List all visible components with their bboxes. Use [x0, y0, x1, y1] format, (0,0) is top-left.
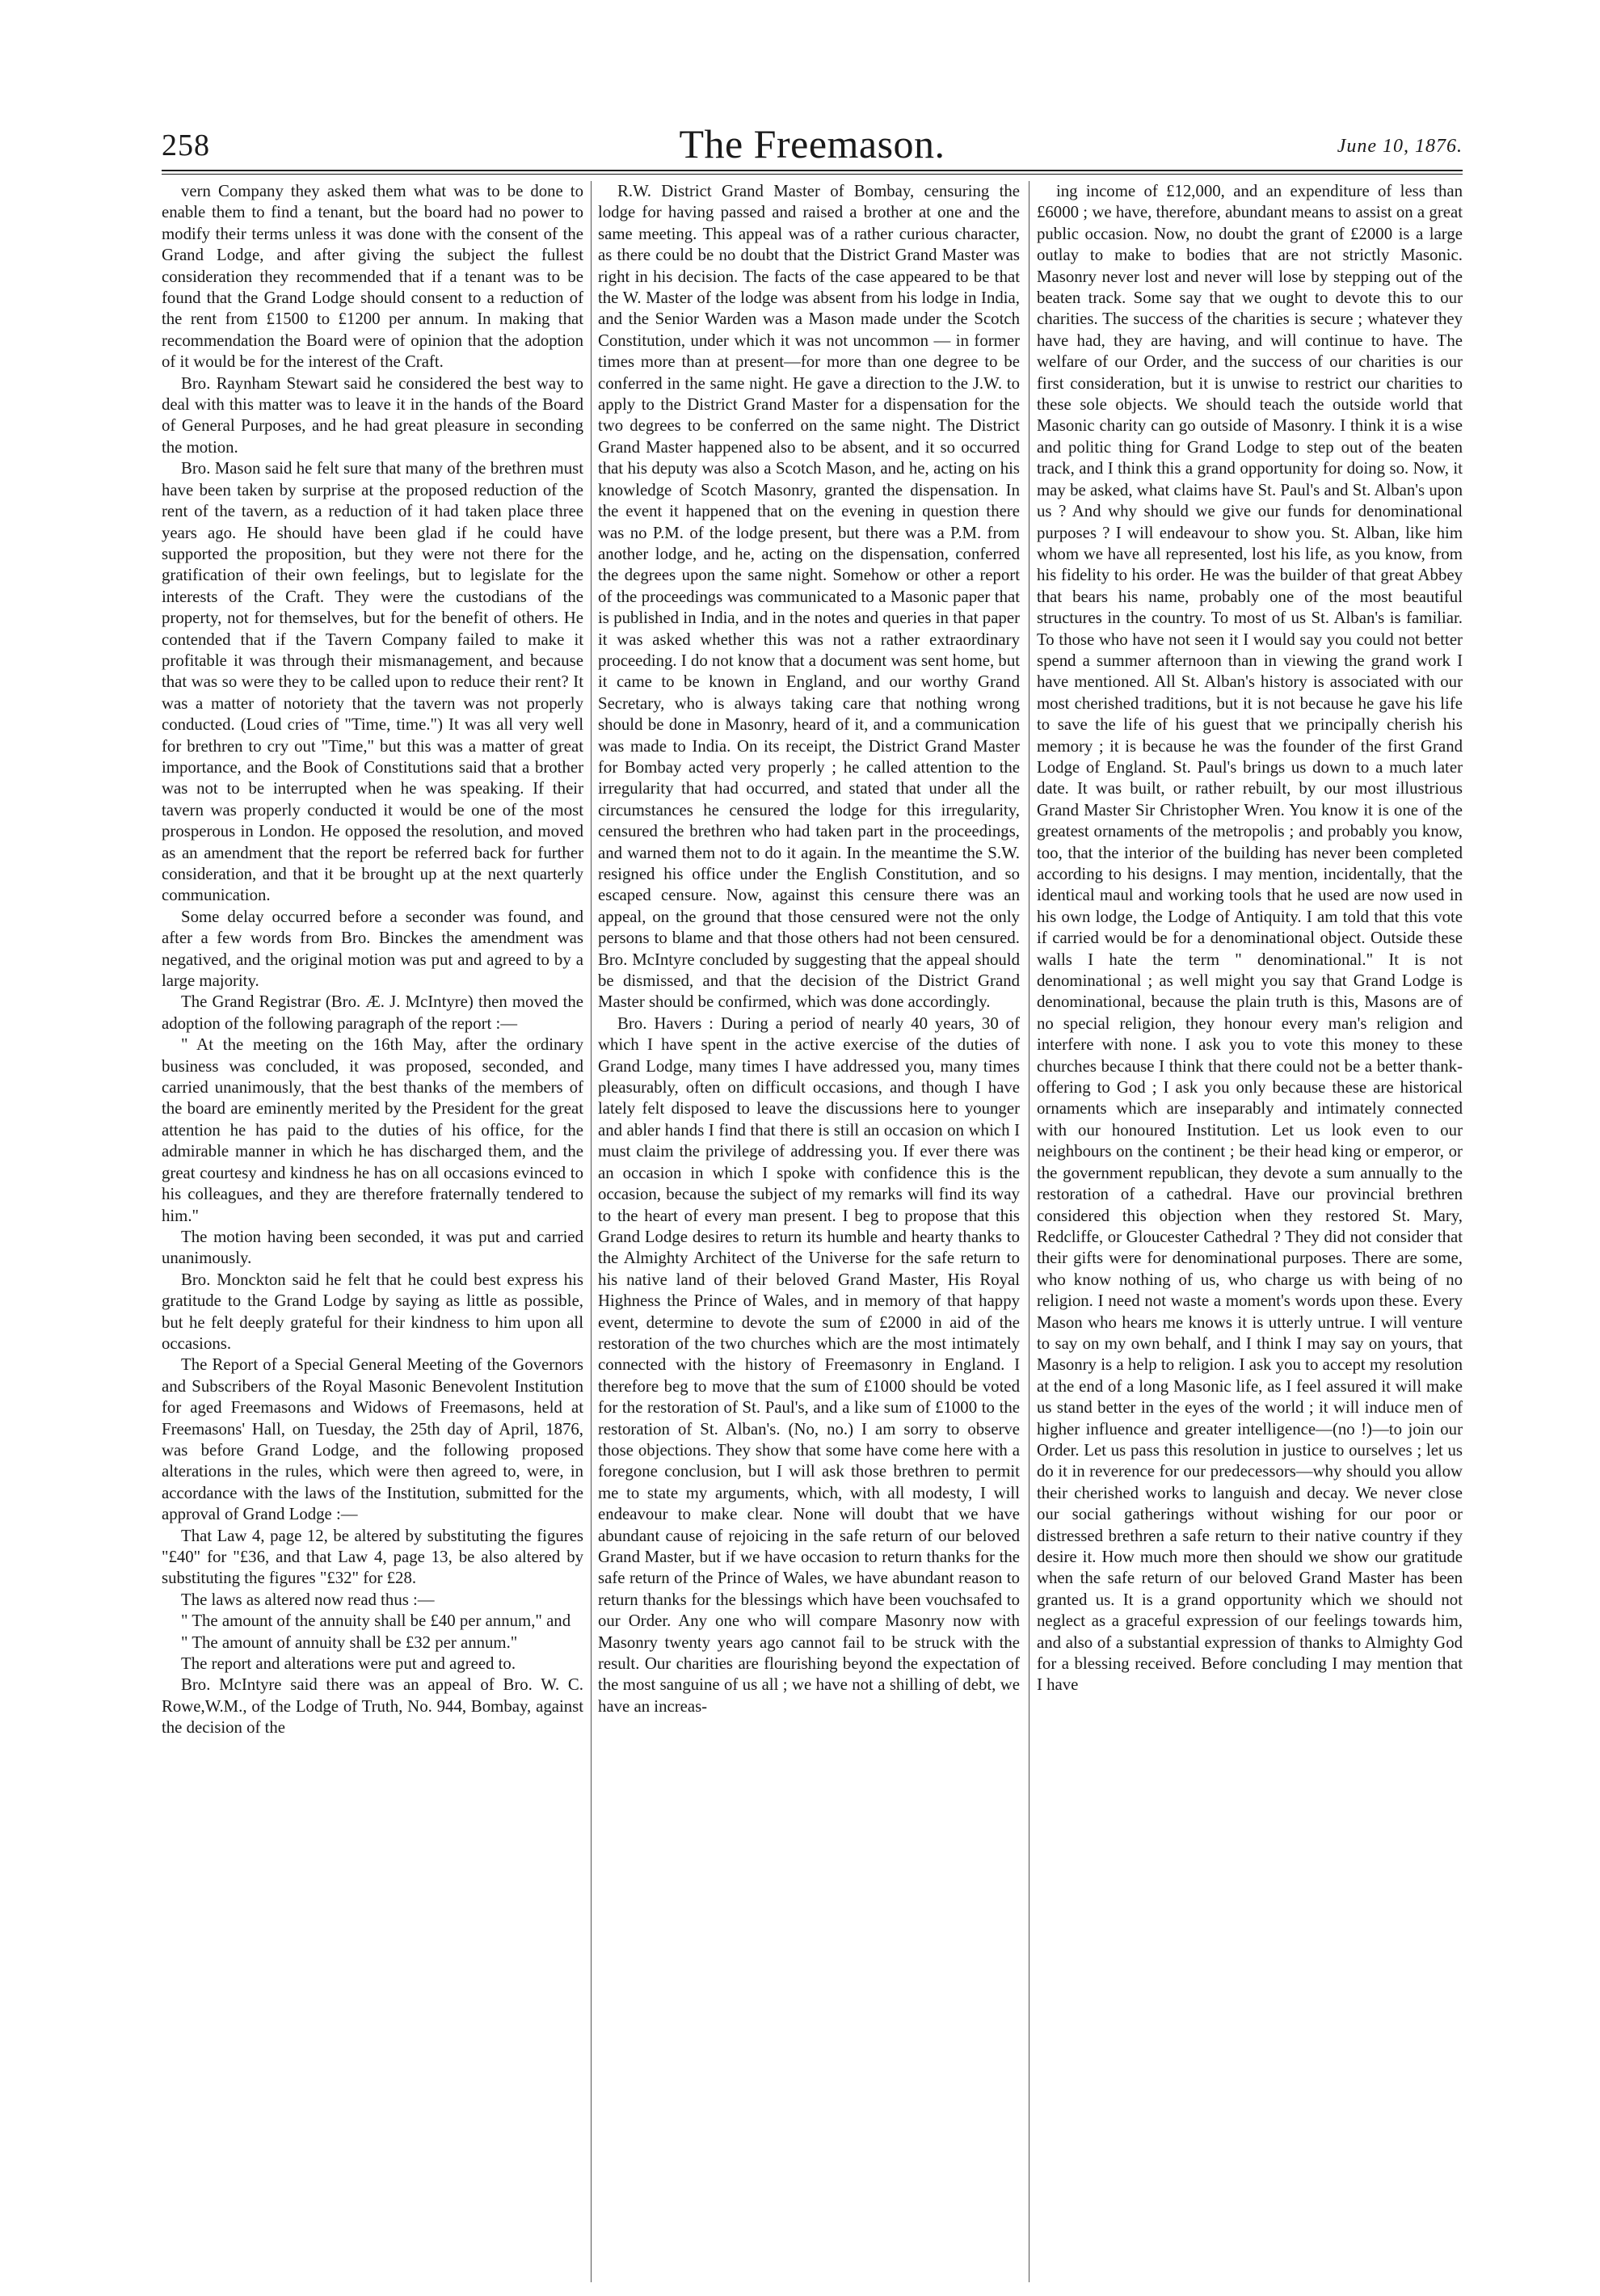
- masthead-rule-thin: [162, 174, 1463, 175]
- article-column-1: [162, 181, 583, 2282]
- paragraph: ing income of £12,000, and an expenditure of less than £6000 ; we have, therefore, abundant means to assist on a great public occasion. Now, no doubt the grant of £2000 is a large outlay to make to bodies that are not strictly Masonic. Masonry never lost and never will lose by stepping out of the beaten track. Some say that we ought to devote this to our charities. The success of the charities is secure ; whatever they have had, they are having, and will continue to have. The welfare of our Order, and the success of our charities is our first consideration, but it is unwise to restrict our charities to these sole objects. We should teach the outside world that Masonic charity can go outside of Masonry. I think it is a wise and politic thing for Grand Lodge to step out of the beaten track, and I think this a grand opportunity for doing so. Now, it may be asked, what claims have St. Paul's and St. Alban's upon us ? And why should we give our funds for denominational purposes ? I will endeavour to show you. St. Alban, like him whom we have all represented, lost his life, as you know, from his fidelity to his order. He was the builder of that great Abbey that bears his name, probably one of the most beautiful structures in the country. To most of us St. Alban's is familiar. To those who have not seen it I would say you could not better spend a summer afternoon than in viewing the grand work I have mentioned. All St. Alban's history is associated with our most cherished traditions, but it is not because he gave his life to save the life of his guest that we principally cherish his memory ; it is because he was the founder of the first Grand Lodge of England. St. Paul's brings us down to a much later date. It was built, or rather rebuilt, by our most illustrious Grand Master Sir Christopher Wren. You know it is one of the greatest ornaments of the metropolis ; and probably you know, too, that the interior of the building has never been completed according to his designs. I may mention, incidentally, that the identical maul and working tools that he used are now used in his own lodge, the Lodge of Antiquity. I am told that this vote if carried would be for a denominational object. Outside these walls I hate the term " denominational." It is not denominational ; as well might you say that Grand Lodge is denominational, because the plain truth is this, Masons are of no special religion, they honour every man's religion and interfere with none. I ask you to vote this money to these churches because I think that there could not be a better thank-offering to God ; I ask you only because these are historical ornaments which are inseparably and intimately connected with our honoured Institution. Let us look even to our neighbours on the continent ; be their head king or emperor, or the government republican, they devote a sum annually to the restoration of a cathedral. Have our provincial brethren considered this objection when they restored St. Mary, Redcliffe, or Gloucester Cathedral ? They did not consider that their gifts were for denominational purposes. There are some, who know nothing of us, who charge us with being of no religion. I need not waste a moment's words upon these. Every Mason who hears me knows it is utterly untrue. I will venture to say on my own behalf, and I think I may say on yours, that Masonry is a help to religion. I ask you to accept my resolution at the end of a long Masonic life, as I feel assured it will make us stand better in the eyes of the world ; it will induce men of higher influence and greater intelligence—(no !)—to join our Order. Let us pass this resolution in justice to ourselves ; let us do it in reverence for our predecessors—why should you allow their cherished works to languish and decay. We never close our social gatherings without wishing for our poor or distressed brethren a safe return to their native country if they desire it. How much more then should we show our gratitude when the safe return of our beloved Grand Master has been granted us. It is a grand opportunity which we should not neglect as a graceful expression of our feelings towards him, and also of a substantial expression of thanks to Almighty God for a blessing received. Before concluding I may mention that I have: [1037, 182, 1463, 1695]
- paragraph: Bro. Monckton said he felt that he could best express his gratitude to the Grand Lodge by saying as little as possible, but he felt deeply grateful for their kindness to him upon all occasions.: [162, 1270, 583, 1353]
- paragraph: The report and alterations were put and agreed to.: [181, 1654, 516, 1674]
- issue-date: June 10, 1876.: [1337, 136, 1463, 157]
- paragraph: Bro. Raynham Stewart said he considered the best way to deal with this matter was to leave it in the hands of the Board of General Purposes, and he had great pleasure in seconding the motion.: [162, 373, 583, 457]
- article-column-2: [598, 181, 1020, 2282]
- paragraph: vern Company they asked them what was to be done to enable them to find a tenant, but the board had no power to modify their terms unless it was done with the consent of the Grand Lodge, and after giving the subject the fullest consideration they recommended that if a tenant was to be found that the Grand Lodge should consent to a reduction of the rent from £1500 to £1200 per annum. In making that recommendation the Board were of opinion that the adoption of it would be for the interest of the Craft.: [162, 182, 583, 372]
- paragraph: Some delay occurred before a seconder was found, and after a few words from Bro. Binckes the amendment was negatived, and the original motion was put and agreed to by a large majority.: [162, 907, 583, 991]
- masthead-rule-thick: [162, 170, 1463, 171]
- newspaper-title: The Freemason.: [679, 121, 945, 166]
- paragraph: " The amount of the annuity shall be £40 per annum," and: [181, 1611, 571, 1631]
- masthead: [162, 121, 1463, 170]
- paragraph: " The amount of annuity shall be £32 per annum.": [181, 1632, 518, 1652]
- paragraph: " At the meeting on the 16th May, after the ordinary business was concluded, it was proposed, seconded, and carried unanimously, that the best thanks of the members of the board are eminently merited by the President for the great attention he has paid to the duties of his office, for the admirable manner in which he has discharged them, and the great courtesy and kindness he has on all occasions evinced to his colleagues, and they are therefore fraternally tendered to him.": [162, 1035, 583, 1225]
- paragraph: Bro. McIntyre said there was an appeal of Bro. W. C. Rowe,W.M., of the Lodge of Truth, No. 944, Bombay, against the decision of the: [162, 1675, 583, 1738]
- paragraph: Bro. Havers : During a period of nearly 40 years, 30 of which I have spent in the active exercise of the duties of Grand Lodge, many times I have addressed you, many times pleasurably, often on difficult occasions, and though I have lately felt disposed to leave the discussions here to younger and abler hands I find that there is still an occasion on which I must claim the privilege of addressing you. If ever there was an occasion in which I spoke with confidence this is the occasion, because the subject of my remarks will find its way to the heart of every man present. I beg to propose that this Grand Lodge desires to return its humble and hearty thanks to the Almighty Architect of the Universe for the safe return to his native land of their beloved Grand Master, His Royal Highness the Prince of Wales, and in memory of that happy event, determine to devote the sum of £2000 in aid of the restoration of the two churches which are the most intimately connected with the history of Freemasonry in England. I therefore beg to move that the sum of £1000 should be voted for the restoration of St. Paul's, and a like sum of £1000 to the restoration of St. Alban's. (No, no.) I am sorry to observe those objections. They show that some have come here with a foregone conclusion, but I will ask those brethren to permit me to state my arguments, which, with all modesty, I will endeavour to make clear. None will doubt that we have abundant cause of rejoicing in the safe return of our beloved Grand Master, but if we have occasion to return thanks for the safe return of the Prince of Wales, we have abundant reason to return thanks for the blessings which have been vouchsafed to our Order. Any one who will compare Masonry now with Masonry twenty years ago cannot fail to be struck with the result. Our charities are flourishing beyond the expectation of the most sanguine of us all ; we have not a shilling of debt, we have an increas-: [598, 1013, 1020, 1716]
- paragraph: That Law 4, page 12, be altered by substituting the figures "£40" for "£36, and that Law 4, page 13, be also altered by substituting the figures "£32" for £28.: [162, 1526, 583, 1588]
- paragraph: The laws as altered now read thus :—: [181, 1590, 435, 1609]
- paragraph: The Report of a Special General Meeting of the Governors and Subscribers of the Royal Masonic Benevolent Institution for aged Freemasons and Widows of Freemasons, held at Freemasons' Hall, on Tuesday, the 25th day of April, 1876, was before Grand Lodge, and the following proposed alterations in the rules, which were then agreed to, were, in accordance with the laws of the Institution, submitted for the approval of Grand Lodge :—: [162, 1355, 583, 1524]
- paragraph: R.W. District Grand Master of Bombay, censuring the lodge for having passed and raised a brother at one and the same meeting. This appeal was of a rather curious character, as there could be no doubt that the District Grand Master was right in his decision. The facts of the case appeared to be that the W. Master of the lodge was absent from his lodge in India, and the Senior Warden was a Mason made under the Scotch Constitution, under which it was not uncommon — in former times more than at present—for more than one degree to be conferred in the same night. He gave a direction to the J.W. to apply to the District Grand Master for a dispensation for the two degrees to be conferred on the same night. The District Grand Master happened also to be absent, and it so occurred that his deputy was also a Scotch Mason, and he, acting on his knowledge of Scotch Masonry, granted the dispensation. In the event it happened that on the evening in question there was no P.M. of the lodge present, but there was a P.M. from another lodge, and he, acting on the dispensation, conferred the degrees upon the same night. Somehow or other a report of the proceedings was communicated to a Masonic paper that is published in India, and in the notes and queries in that paper it was asked whether this was not a rather extraordinary proceeding. I do not know that a document was sent home, but it came to be known in England, and our worthy Grand Secretary, who is always taking care that nothing wrong should be done in Masonry, heard of it, and a communication was made to India. On its receipt, the District Grand Master for Bombay acted very properly ; he called attention to the irregularity that had occurred, and stated that under all the circumstances he censured the lodge for this irregularity, censured the brethren who had taken part in the proceedings, and warned them not to do it again. In the meantime the S.W. resigned his office under the English Constitution, and so escaped censure. Now, against this censure there was an appeal, on the ground that those censured were not the only persons to blame and that those others had not been censured. Bro. McIntyre concluded by suggesting that the appeal should be dismissed, and that the decision of the District Grand Master should be confirmed, which was done accordingly.: [598, 182, 1020, 1012]
- column-divider: [591, 181, 592, 2282]
- paragraph: The motion having been seconded, it was put and carried unanimously.: [162, 1227, 583, 1268]
- page-number: 258: [162, 128, 210, 162]
- article-column-3: [1037, 181, 1463, 2282]
- paragraph: Bro. Mason said he felt sure that many of the brethren must have been taken by surprise at the proposed reduction of the rent of the tavern, as a reduction of it had taken place three years ago. He should have been glad if he could have supported the proposition, but they were not there for the gratification of their own feelings, but to legislate for the interests of the Craft. They were the custodians of the property, not for themselves, but for the benefit of others. He contended that if the Tavern Company failed to make it profitable it was through their mismanagement, and because that was so were they to be called upon to reduce their rent? It was a matter of notoriety that the tavern was not properly conducted. (Loud cries of "Time, time.") It was all very well for brethren to cry out "Time," but this was a matter of great importance, and the Book of Constitutions said that a brother was not to be interrupted when he was speaking. If their tavern was properly conducted it would be one of the most prosperous in London. He opposed the resolution, and moved as an amendment that the report be referred back for further consideration, and that it be brought up at the next quarterly communication.: [162, 459, 583, 905]
- paragraph: The Grand Registrar (Bro. Æ. J. McIntyre) then moved the adoption of the following paragraph of the report :—: [162, 992, 583, 1033]
